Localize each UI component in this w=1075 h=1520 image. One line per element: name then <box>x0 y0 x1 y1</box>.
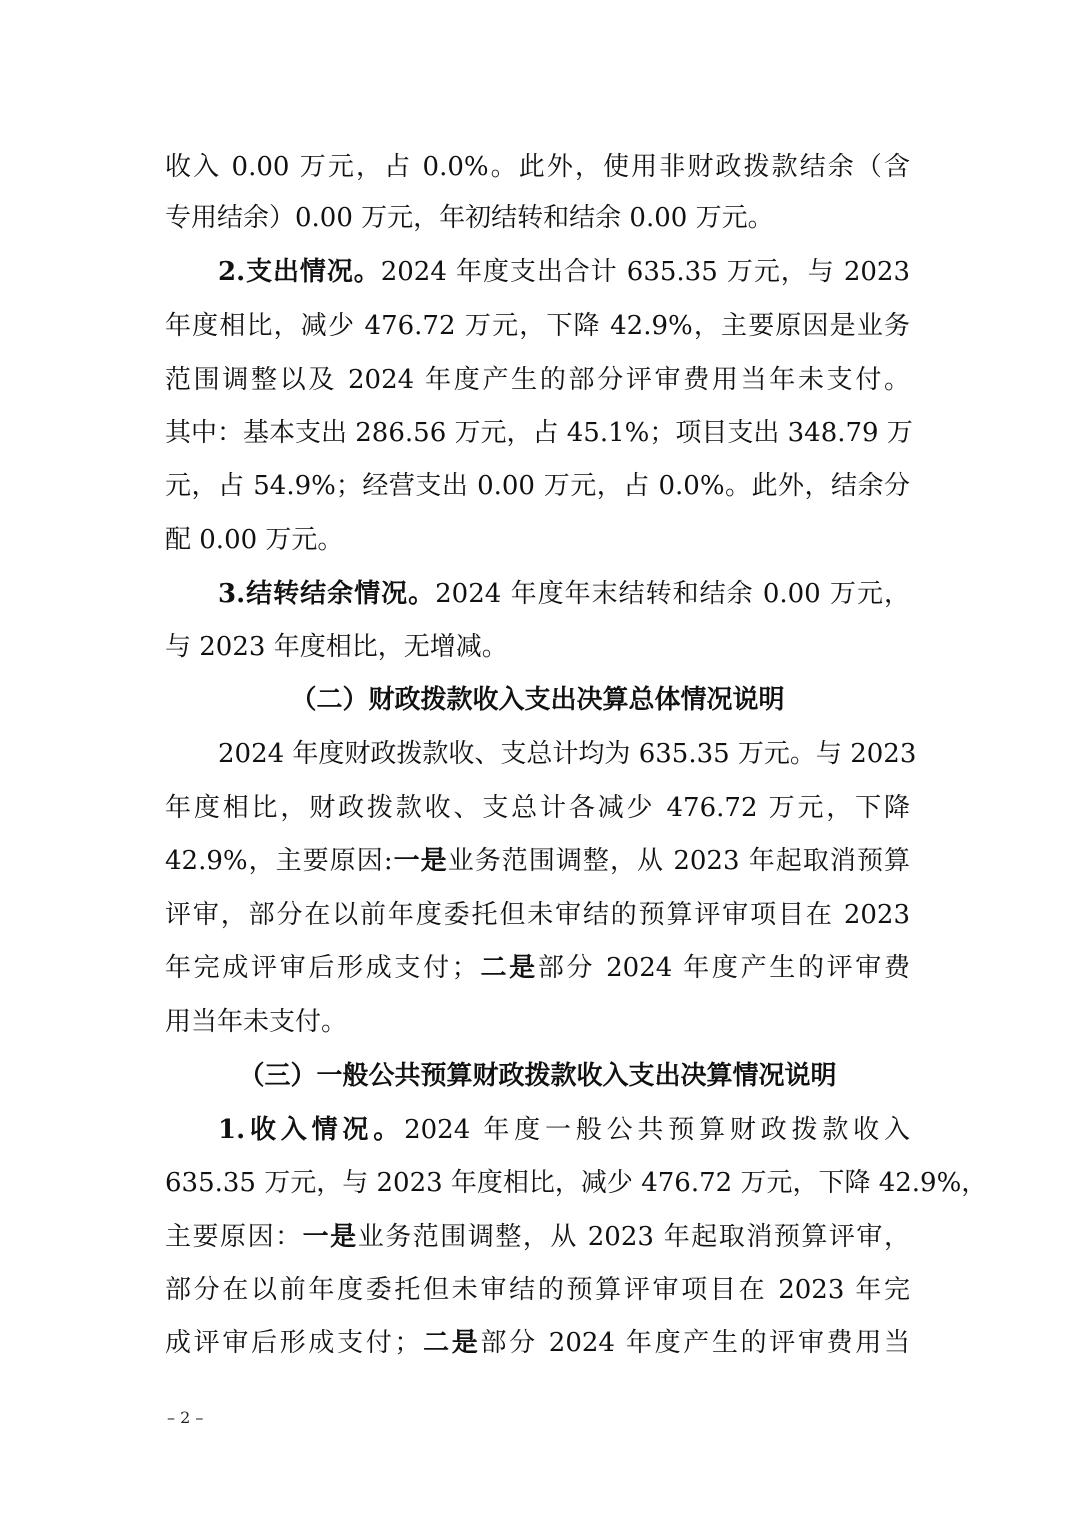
line-text: 年度相比，减少 476.72 万元，下降 42.9%，主要原因是业务 <box>165 311 910 341</box>
body-line <box>165 520 910 560</box>
body-line <box>165 841 910 881</box>
body-line <box>165 413 913 453</box>
line-text: 2024 年度年末结转和结余 0.00 万元， <box>435 579 910 609</box>
emphasis-label: 二是 <box>420 1328 481 1358</box>
body-line <box>165 1217 910 1257</box>
body-line <box>165 306 910 346</box>
line-text: 2024 年度一般公共预算财政拨款收入 <box>404 1115 910 1145</box>
line-text: 年完成评审后形成支付； <box>165 953 478 983</box>
body-line <box>165 1323 910 1363</box>
line-text: 元，占 54.9%；经营支出 0.00 万元，占 0.0%。此外，结余分 <box>165 471 910 501</box>
subsection-line <box>218 252 910 292</box>
body-line <box>165 1163 988 1203</box>
body-line <box>165 360 910 400</box>
body-line <box>165 627 910 667</box>
line-text: 2024 年度支出合计 635.35 万元，与 2023 <box>380 257 910 287</box>
subsection-line <box>218 1110 910 1150</box>
line-text: 635.35 万元，与 2023 年度相比，减少 476.72 万元，下降 42.9%， <box>165 1168 988 1198</box>
body-line <box>165 1002 910 1042</box>
line-text: 范围调整以及 2024 年度产生的部分评审费用当年未支付。 <box>165 365 910 395</box>
body-line <box>218 734 917 774</box>
body-line <box>165 147 910 187</box>
line-text: 成评审后形成支付； <box>165 1328 421 1358</box>
emphasis-label: 一是 <box>392 846 448 876</box>
line-text: 业务范围调整，从 2023 年起取消预算 <box>447 846 910 876</box>
line-text: 2024 年度财政拨款收、支总计均为 635.35 万元。与 2023 <box>218 739 917 769</box>
line-text: 与 2023 年度相比，无增减。 <box>165 632 508 662</box>
body-line <box>165 895 910 935</box>
line-text: 部分 2024 年度产生的评审费 <box>537 953 910 983</box>
subsection-label: 2.支出情况。 <box>218 257 381 287</box>
line-text: 评审，部分在以前年度委托但未审结的预算评审项目在 2023 <box>165 900 910 930</box>
page-number: – 2 – <box>167 1408 204 1427</box>
line-text: 业务范围调整，从 2023 年起取消预算评审， <box>357 1222 910 1252</box>
body-line <box>165 1270 910 1310</box>
emphasis-label: 一是 <box>302 1222 358 1252</box>
line-text: 用当年未支付。 <box>165 1007 348 1037</box>
subsection-label: 3.结转结余情况。 <box>218 579 436 609</box>
body-line <box>165 948 910 988</box>
line-text: 年度相比，财政拨款收、支总计各减少 476.72 万元，下降 <box>165 793 910 823</box>
section-heading: （二）财政拨款收入支出决算总体情况说明 <box>290 685 785 715</box>
line-text: 主要原因： <box>165 1222 303 1252</box>
subsection-line <box>218 574 910 614</box>
body-line <box>165 198 910 238</box>
line-text: 配 0.00 万元。 <box>165 525 344 555</box>
line-text: 收入 0.00 万元，占 0.0%。此外，使用非财政拨款结余（含 <box>165 152 910 182</box>
line-text: 其中：基本支出 286.56 万元，占 45.1%；项目支出 348.79 万 <box>165 418 913 448</box>
line-text: 42.9%，主要原因: <box>165 846 393 876</box>
line-text: 部分 2024 年度产生的评审费用当 <box>480 1328 910 1358</box>
subsection-label: 1.收入情况。 <box>218 1115 405 1145</box>
section-heading: （三）一般公共预算财政拨款收入支出决算情况说明 <box>238 1061 837 1091</box>
body-line <box>165 466 910 506</box>
line-text: 专用结余）0.00 万元，年初结转和结余 0.00 万元。 <box>165 203 774 233</box>
body-line <box>165 788 910 828</box>
line-text: 部分在以前年度委托但未审结的预算评审项目在 2023 年完 <box>165 1275 910 1305</box>
emphasis-label: 二是 <box>477 953 538 983</box>
